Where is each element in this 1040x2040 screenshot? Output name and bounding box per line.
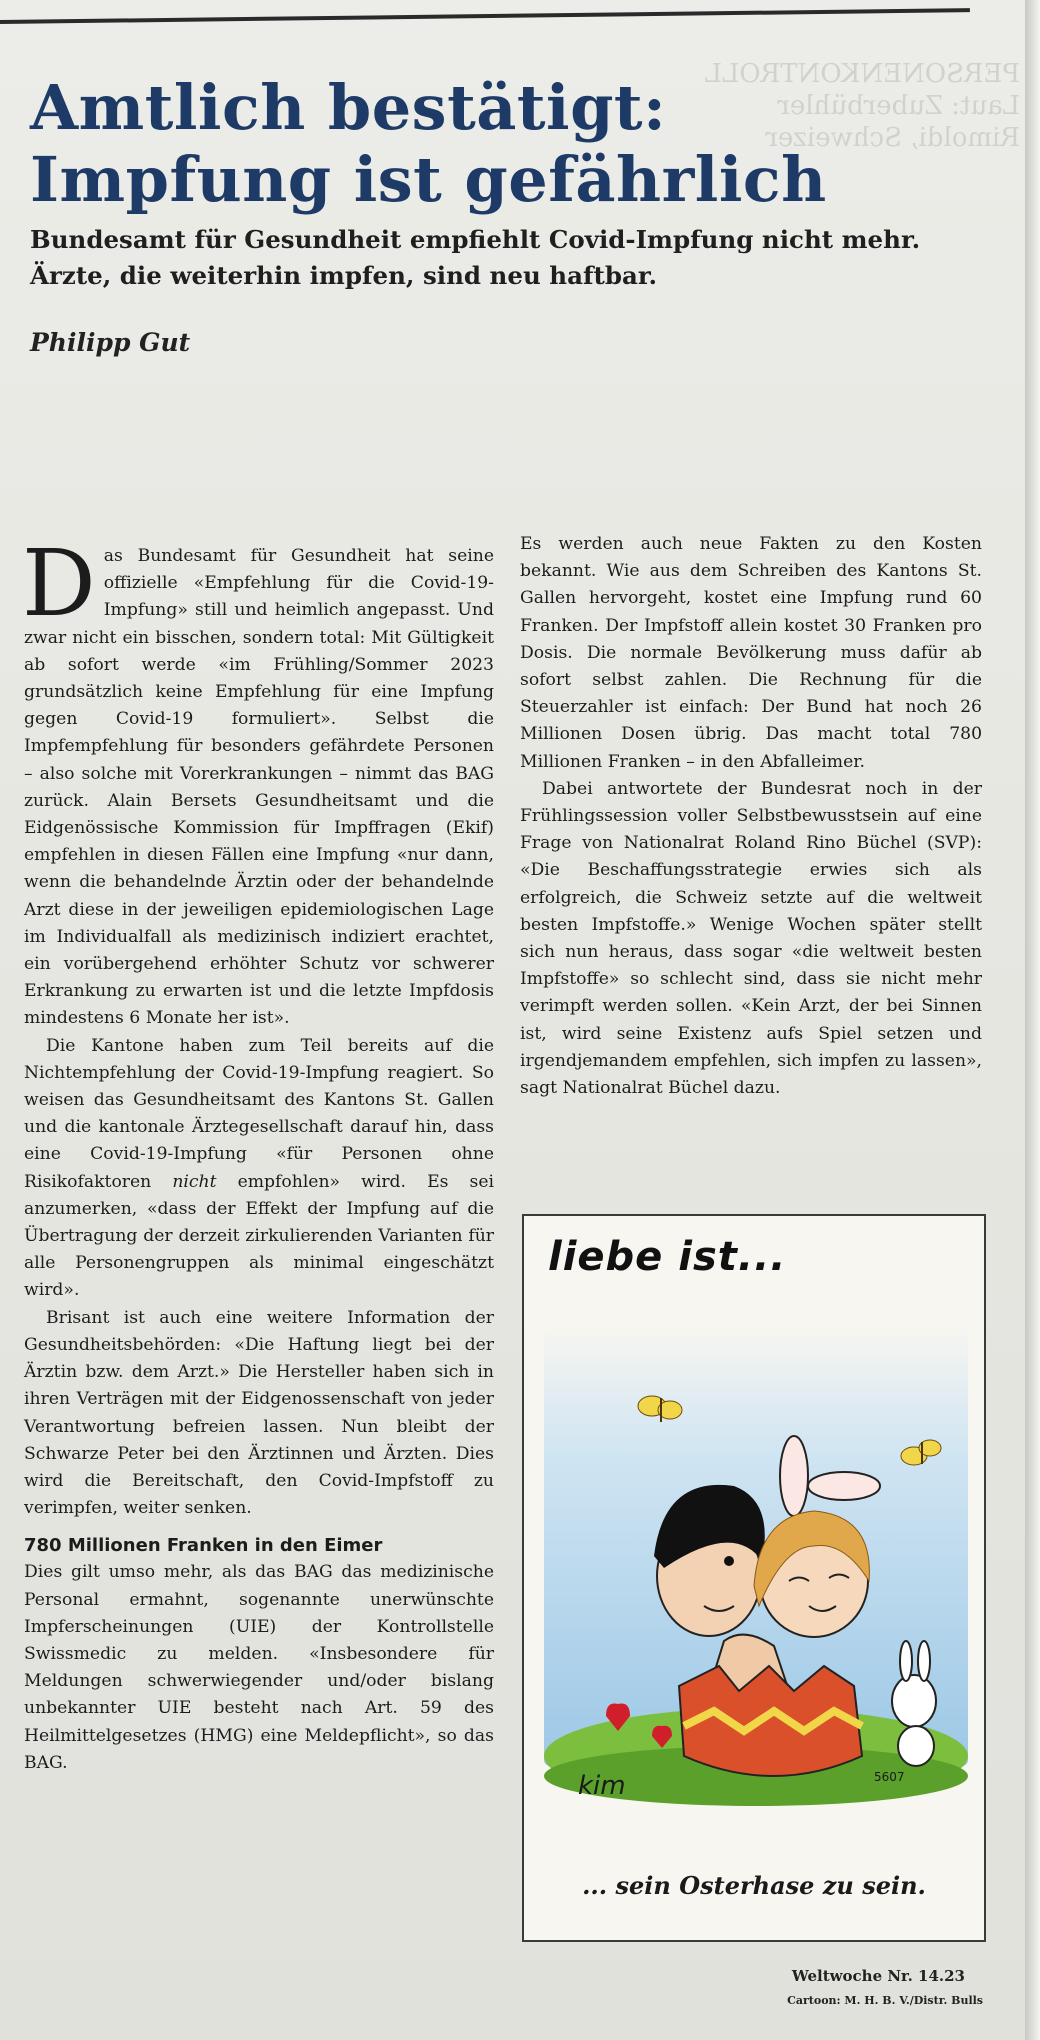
cartoon-number: 5607 (874, 1770, 905, 1784)
article-column-left (22, 530, 495, 1777)
bleed-through-text: PERSONENKONTROLL Laut: Zuberbühler Rimoldi, Schweizer (704, 59, 1020, 153)
paragraph-3: Brisant ist auch eine weitere Information der Gesundheitsbehörden: «Die Haftung liegt bei der Ärztin bzw. dem Arzt.» Die Hersteller haben sich in ihren Verträgen mit der Eidgenossenschaft von jeder Verantwortung befreien lassen. Nun bleibt der Schwarze Peter bei den Ärztinnen und Ärzten. Dies wird die Bereitschaft, den Covid-Impfstoff zu verimpfen, weiter senken. (24, 1307, 494, 1519)
cartoon-title: liebe ist... (548, 1234, 787, 1280)
cartoon-box (522, 1214, 986, 1942)
cartoon-credit: Cartoon: M. H. B. V./Distr. Bulls (787, 1994, 983, 2007)
cartoon-illustration (544, 1306, 968, 1826)
paragraph-5: Es werden auch neue Fakten zu den Kosten bekannt. Wie aus dem Schreiben des Kantons St. Gallen hervorgeht, kostet eine Impfung rund 60 Franken. Der Impfstoff allein kostet 30 Franken pro Dosis. Die normale Bevölkerung muss dafür ab sofort selbst zahlen. Die Rechnung für die Steuerzahler ist einfach: Der Bund hat noch 26 Millionen Dosen übrig. Das macht total 780 Millionen Franken – in den Abfalleimer. (520, 534, 982, 772)
drop-cap: D (22, 530, 96, 637)
cartoon-signature: kim (578, 1771, 626, 1801)
headline-line-1: Amtlich bestätigt: (30, 71, 667, 144)
cartoon-caption: ... sein Osterhase zu sein. (582, 1871, 926, 1900)
author-byline: Philipp Gut (30, 328, 191, 357)
article-column-right (520, 531, 982, 1102)
paragraph-6: Dabei antwortete der Bundesrat noch in der Frühlingssession voller Selbstbewusstsein auf eine Frage von Nationalrat Roland Rino Büchel (SVP): «Die Beschaffungsstrategie erwies sich als erfolgreich, die Schweiz setzte auf die weltweit besten Impfstoffe.» Wenige Wochen später stellt sich nun heraus, dass sogar «die weltweit besten Impfstoffe» so schlecht sind, dass sie nicht mehr verimpft werden sollen. «Kein Arzt, der bei Sinnen ist, wird seine Existenz aufs Spiel setzen und irgendjemandem empfehlen, sich impfen zu lassen», sagt Nationalrat Büchel dazu. (520, 778, 982, 1099)
headline-line-2: Impfung ist gefährlich (30, 143, 827, 216)
top-rule (0, 8, 970, 24)
headline (30, 72, 850, 216)
paragraph-2: Die Kantone haben zum Teil bereits auf die Nichtempfehlung der Covid-19-Impfung reagiert. So weisen das Gesundheitsamt des Kantons St. Gallen und die kantonale Ärztegesellschaft darauf hin, dass eine Covid-19-Impfung «für Personen ohne Risikofaktoren nicht empfohlen» wird. Es sei anzumerken, «dass der Effekt der Impfung auf die Übertragung der derzeit zirkulierenden Varianten für alle Personengruppen als minimal eingeschätzt wird». (24, 1035, 495, 1301)
paragraph-4: Dies gilt umso mehr, als das BAG das medizinische Personal ermahnt, sogenannte unerwünschte Impferscheinungen (UIE) der Kontrollstelle Swissmedic zu melden. «Insbesondere für Meldungen schwerwiegender und/oder bislang unbekannter UIE besteht nach Art. 59 des Heilmittelgesetzes (HMG) eine Meldepflicht», so das BAG. (24, 1562, 494, 1773)
section-heading: 780 Millionen Franken in den Eimer (24, 1535, 383, 1557)
issue-label: Weltwoche Nr. 14.23 (791, 1967, 965, 1985)
page-edge (1025, 0, 1040, 2040)
subheadline: Bundesamt für Gesundheit empfiehlt Covid-Impfung nicht mehr. Ärzte, die weiterhin impfen, sind neu haftbar. (30, 225, 921, 290)
paragraph-1: Das Bundesamt für Gesundheit hat seine offizielle «Empfehlung für die Covid-19-Impfung» still und heimlich angepasst. Und zwar nicht ein bisschen, sondern total: Mit Gültigkeit ab sofort werde «im Frühling/Sommer 2023 grundsätzlich keine Empfehlung für eine Impfung gegen Covid-19 formuliert». Selbst die Impfempfehlung für besonders gefährdete Personen – also solche mit Vorerkrankungen – nimmt das BAG zurück. Alain Bersets Gesundheitsamt und die Eidgenössische Kommission für Impffragen (Ekif) empfehlen in diesen Fällen eine Impfung «nur dann, wenn die behandelnde Ärztin oder der behandelnde Arzt diese in der jeweiligen epidemiologischen Lage im Individualfall als medizinisch indiziert erachtet, ein vorübergehend erhöhter Schutz vor schwerer Erkrankung zu erwarten ist und die letzte Impfdosis mindestens 6 Monate her ist». (22, 530, 494, 1029)
